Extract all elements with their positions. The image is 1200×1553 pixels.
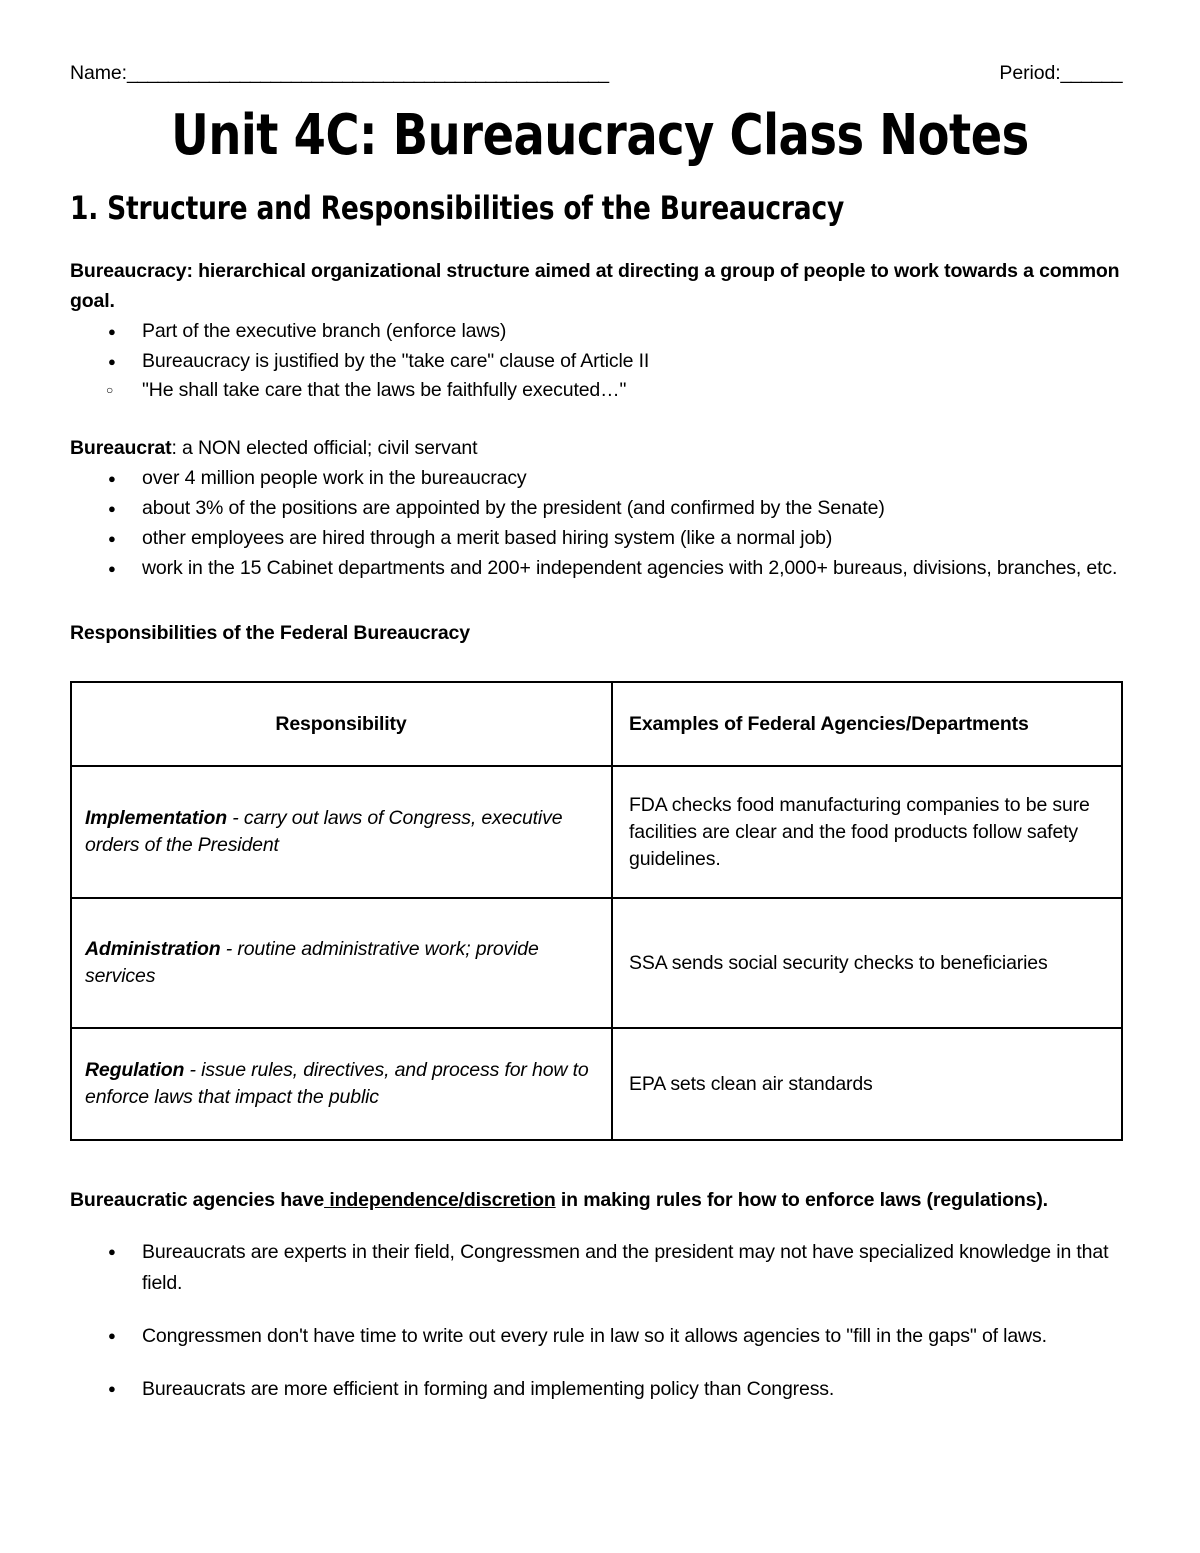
- example-cell: SSA sends social security checks to beneficiaries: [612, 898, 1122, 1028]
- responsibility-description: - issue rules, directives, and process for how to enforce laws that impact the public: [85, 1059, 589, 1108]
- column-header-responsibility: Responsibility: [71, 682, 612, 766]
- responsibility-cell: [71, 1028, 612, 1140]
- responsibility-description: - carry out laws of Congress, executive orders of the President: [85, 807, 563, 856]
- bureaucrat-term: Bureaucrat: [70, 437, 172, 459]
- list-item: ● Bureaucrats are experts in their field, Congressmen and the president may not have specialized knowledge in that field.: [70, 1237, 1130, 1299]
- list-item: ● work in the 15 Cabinet departments and 200+ independent agencies with 2,000+ bureaus, divisions, branches, etc.: [70, 554, 1130, 583]
- independence-statement: [70, 1185, 1130, 1215]
- responsibilities-heading: Responsibilities of the Federal Bureaucracy: [70, 622, 470, 644]
- list-item: ● Part of the executive branch (enforce laws): [70, 317, 1130, 346]
- bureaucrat-definition: [70, 433, 1130, 463]
- page-title: Unit 4C: Bureaucracy Class Notes: [171, 103, 1029, 168]
- table-header-row: [71, 682, 1122, 766]
- list-item: ● Congressmen don't have time to write out every rule in law so it allows agencies to "fill in the gaps" of laws.: [70, 1321, 1130, 1352]
- table-row: [71, 898, 1122, 1028]
- responsibility-term: Regulation: [85, 1059, 185, 1081]
- bureaucracy-sub-bullet-list: [70, 376, 1130, 405]
- document-content: [70, 62, 1130, 1405]
- student-info-line: [70, 62, 1130, 84]
- bureaucracy-bullet-list: [70, 317, 1130, 376]
- independence-underlined-term: independence/discretion: [324, 1189, 556, 1211]
- responsibility-term: Administration: [85, 938, 221, 960]
- name-field-group: [70, 62, 608, 84]
- responsibility-cell: [71, 898, 612, 1028]
- name-blank-line: _______________________________________________: [126, 62, 609, 84]
- list-item: ● over 4 million people work in the bureaucracy: [70, 464, 1130, 493]
- column-header-examples: Examples of Federal Agencies/Departments: [612, 682, 1122, 766]
- period-field-group: [999, 62, 1122, 84]
- period-blank-line: ______: [1060, 62, 1122, 84]
- list-item: ● about 3% of the positions are appointed by the president (and confirmed by the Senate): [70, 494, 1130, 523]
- list-item: ● other employees are hired through a merit based hiring system (like a normal job): [70, 524, 1130, 553]
- table-row: [71, 1028, 1122, 1140]
- list-item: ● Bureaucracy is justified by the "take care" clause of Article II: [70, 347, 1130, 376]
- list-item: ● Bureaucrats are more efficient in forming and implementing policy than Congress.: [70, 1374, 1130, 1405]
- table-row: [71, 766, 1122, 898]
- responsibilities-table: [70, 681, 1123, 1141]
- bureaucracy-definition: Bureaucracy: hierarchical organizational structure aimed at directing a group of people to work towards a common goal.: [70, 260, 1120, 312]
- period-label: Period:: [999, 62, 1061, 84]
- responsibility-term: Implementation: [85, 807, 227, 829]
- bureaucrat-description: : a NON elected official; civil servant: [171, 437, 478, 459]
- list-item: ○ "He shall take care that the laws be faithfully executed…": [70, 376, 1130, 405]
- example-cell: EPA sets clean air standards: [612, 1028, 1122, 1140]
- independence-bullet-list: [70, 1237, 1130, 1405]
- name-label: Name:: [70, 62, 127, 84]
- responsibility-description: - routine administrative work; provide services: [85, 938, 539, 987]
- responsibility-cell: [71, 766, 612, 898]
- bureaucrat-bullet-list: [70, 464, 1130, 583]
- independence-lead-text: Bureaucratic agencies have: [70, 1189, 325, 1211]
- section-heading-1: 1. Structure and Responsibilities of the Bureaucracy: [70, 189, 845, 227]
- example-cell: FDA checks food manufacturing companies to be sure facilities are clear and the food products follow safety guidelines.: [612, 766, 1122, 898]
- independence-trailing-text: in making rules for how to enforce laws (regulations).: [555, 1189, 1048, 1211]
